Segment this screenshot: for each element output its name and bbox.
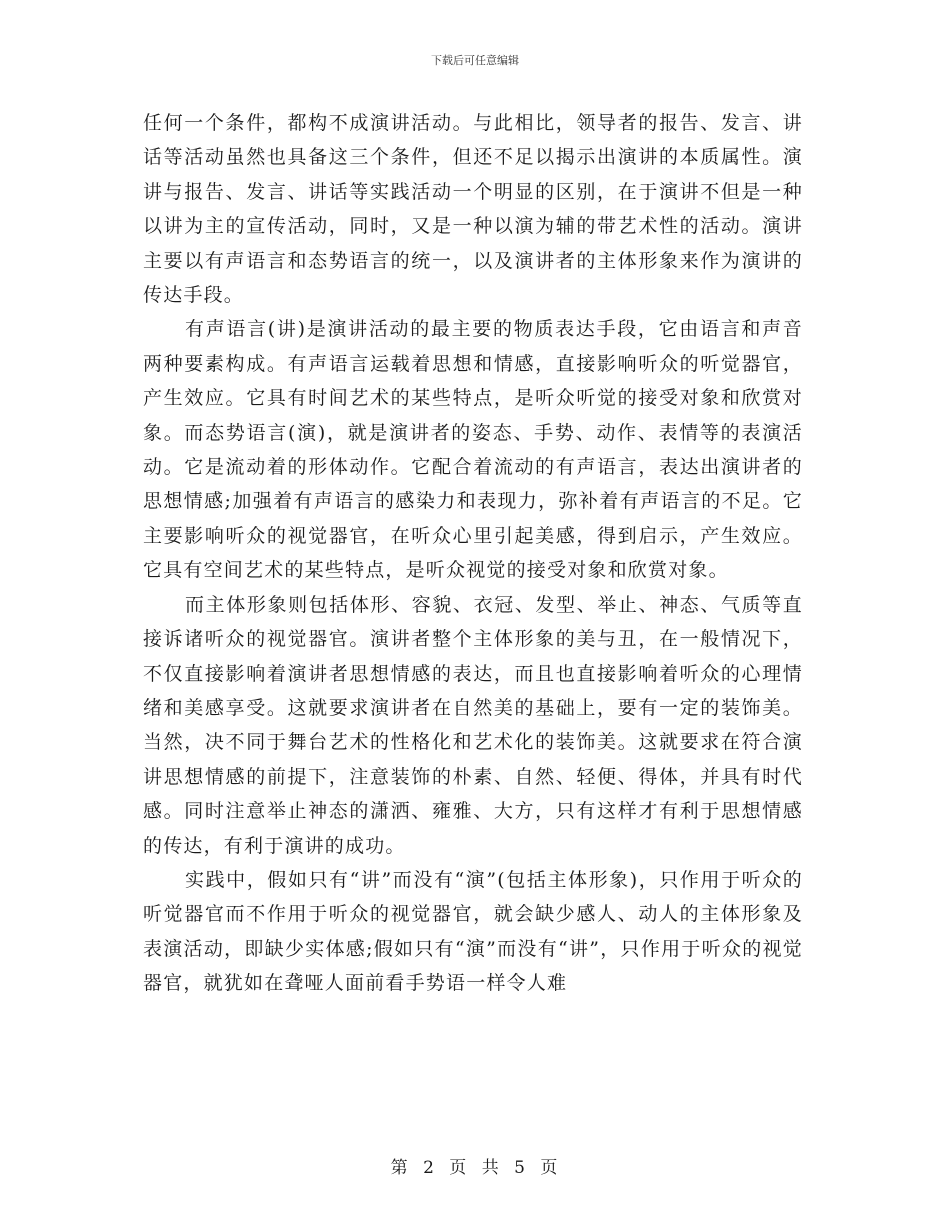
- page-number-footer: 第 2 页 共 5 页: [390, 1158, 560, 1178]
- paragraph-3: 而主体形象则包括体形、容貌、衣冠、发型、举止、神态、气质等直接诉诸听众的视觉器官。演讲者整个主体形象的美与丑，在一般情况下，不仅直接影响着演讲者思想情感的表达，而且也直接影响着听众的心理情绪和美感享受。这就要求演讲者在自然美的基础上，要有一定的装饰美。当然，决不同于舞台艺术的性格化和艺术化的装饰美。这就要求在符合演讲思想情感的前提下，注意装饰的朴素、自然、轻便、得体，并具有时代感。同时注意举止神态的潇洒、雍雅、大方，只有这样才有利于思想情感的传达，有利于演讲的成功。: [143, 593, 803, 857]
- paragraph-1: 任何一个条件，都构不成演讲活动。与此相比，领导者的报告、发言、讲话等活动虽然也具备这三个条件，但还不足以揭示出演讲的本质属性。演讲与报告、发言、讲话等实践活动一个明显的区别，在于演讲不但是一种以讲为主的宣传活动，同时，又是一种以演为辅的带艺术性的活动。演讲主要以有声语言和态势语言的统一，以及演讲者的主体形象来作为演讲的传达手段。: [143, 112, 803, 307]
- page-header: 下载后可任意编辑: [431, 54, 519, 67]
- paragraph-2: 有声语言(讲)是演讲活动的最主要的物质表达手段，它由语言和声音两种要素构成。有声语言运载着思想和情感，直接影响听众的听觉器官，产生效应。它具有时间艺术的某些特点，是听众听觉的接受对象和欣赏对象。而态势语言(演)，就是演讲者的姿态、手势、动作、表情等的表演活动。它是流动着的形体动作。它配合着流动的有声语言，表达出演讲者的思想情感;加强着有声语言的感染力和表现力，弥补着有声语言的不足。它主要影响听众的视觉器官，在听众心里引起美感，得到启示，产生效应。它具有空间艺术的某些特点，是听众视觉的接受对象和欣赏对象。: [143, 318, 803, 582]
- document-body: [143, 106, 803, 1001]
- paragraph-4: 实践中，假如只有“讲”而没有“演”(包括主体形象)，只作用于听众的听觉器官而不作用于听众的视觉器官，就会缺少感人、动人的主体形象及表演活动，即缺少实体感;假如只有“演”而没有“讲”，只作用于听众的视觉器官，就犹如在聋哑人面前看手势语一样令人难: [143, 868, 803, 995]
